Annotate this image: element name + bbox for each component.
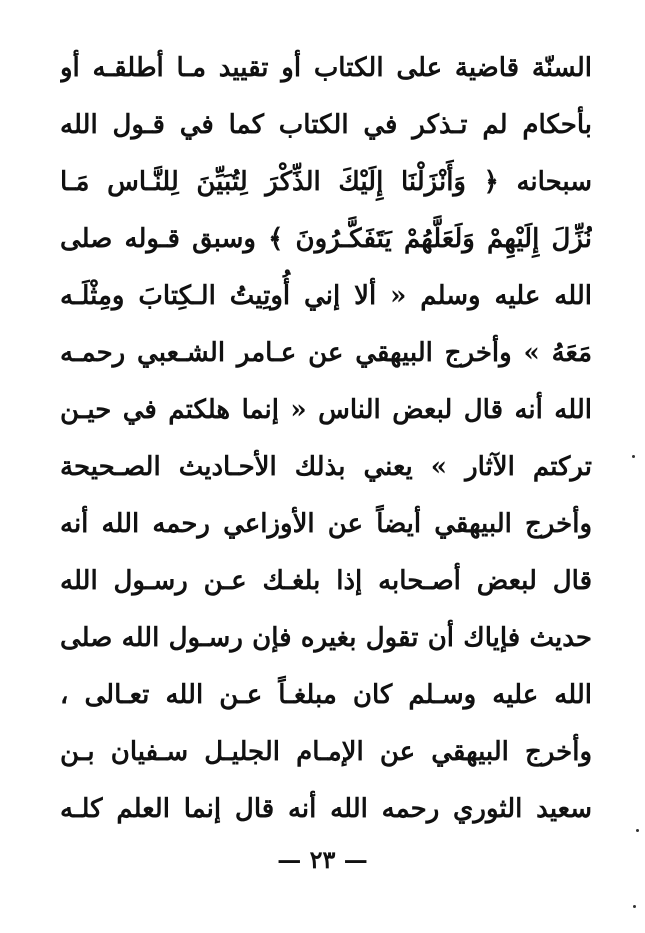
text-line-14: سعيد الثوري رحمه الله أنه قال إنما العلم كلـه — [60, 794, 592, 824]
text-line-12: الله عليه وسـلم كان مبلغـاً عـن الله تعـالى ، — [60, 680, 592, 710]
scan-speck — [633, 905, 636, 908]
text-line-3: سبحانه ﴿ وَأَنْزَلْنَا إِلَيْكَ الذِّكْرَ لِتُبَيِّنَ لِلنَّـاس مَـا — [60, 167, 592, 197]
text-line-9: وأخرج البيهقي أيضاً عن الأوزاعي رحمه الله أنه — [60, 509, 592, 539]
text-line-1: السنّة قاضية على الكتاب أو تقييد مـا أطلقـه أو — [60, 53, 592, 83]
scan-speck — [632, 455, 635, 458]
text-line-10: قال لبعض أصـحابه إذا بلغـك عـن رسـول الله — [60, 566, 592, 596]
scan-speck — [636, 829, 639, 832]
text-line-2: بأحكام لم تـذكر في الكتاب كما في قـول الله — [60, 110, 592, 140]
text-line-8: تركتم الآثار » يعني بذلك الأحـاديث الصـحيحة — [60, 452, 592, 482]
text-line-7: الله أنه قال لبعض الناس « إنما هلكتم في حيـن — [60, 395, 592, 425]
text-line-4: نُزِّلَ إِلَيْهِمْ وَلَعَلَّهُمْ يَتَفَكَّـرُونَ ﴾ وسبق قـوله صلى — [60, 224, 592, 254]
page-number: — ٢٣ — — [277, 845, 368, 874]
text-line-5: الله عليه وسلم « ألا إني أُوتِيتُ الـكِتابَ ومِثْلَـه — [60, 281, 592, 311]
text-line-13: وأخرج البيهقي عن الإمـام الجليـل سـفيان بـن — [60, 737, 592, 767]
text-line-6: مَعَهُ » وأخرج البيهقي عن عـامر الشـعبي رحمـه — [60, 338, 592, 368]
text-line-11: حديث فإياك أن تقول بغيره فإن رسـول الله صلى — [60, 623, 592, 653]
body-text — [60, 40, 592, 838]
